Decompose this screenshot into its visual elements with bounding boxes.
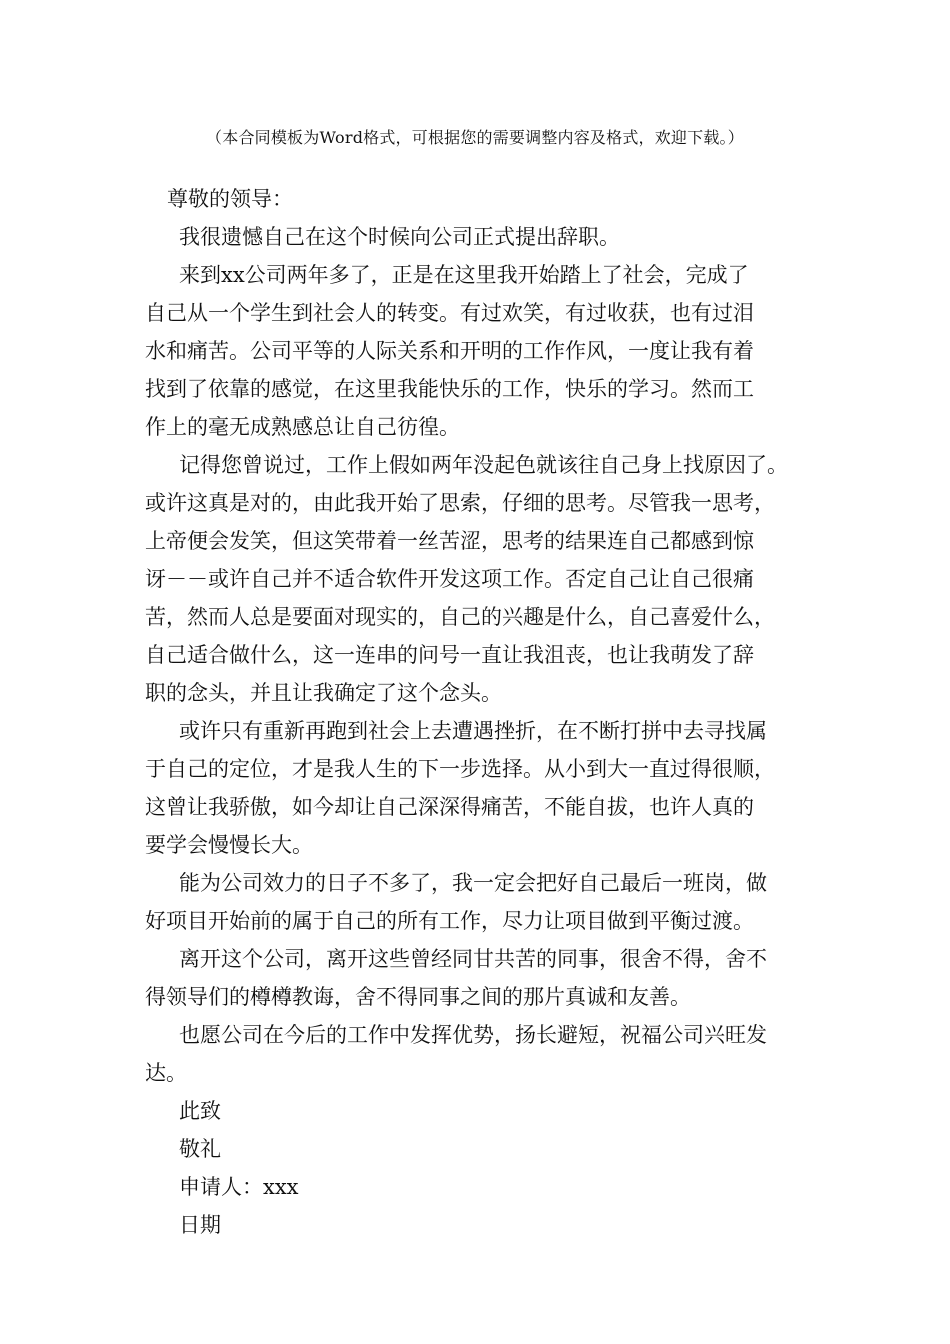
- applicant-line: 申请人：xxx: [179, 1175, 299, 1199]
- paragraph-line: 于自己的定位，才是我人生的下一步选择。从小到大一直过得很顺，: [145, 757, 775, 781]
- paragraph-line: 职的念头，并且让我确定了这个念头。: [145, 681, 502, 705]
- paragraph-line: 得领导们的樽樽教诲，舍不得同事之间的那片真诚和友善。: [145, 985, 691, 1009]
- paragraph-line: 好项目开始前的属于自己的所有工作，尽力让项目做到平衡过渡。: [145, 909, 754, 933]
- paragraph-line: 达。: [145, 1061, 187, 1085]
- paragraph-line: 记得您曾说过，工作上假如两年没起色就该往自己身上找原因了。: [179, 453, 788, 477]
- paragraph-line: 要学会慢慢长大。: [145, 833, 313, 857]
- paragraph-line: 作上的毫无成熟感总让自己彷徨。: [145, 415, 460, 439]
- letter-body: [145, 180, 815, 1244]
- paragraph-line: 自己从一个学生到社会人的转变。有过欢笑，有过收获，也有过泪: [145, 301, 754, 325]
- date-line: 日期: [179, 1213, 221, 1237]
- paragraph-line: 也愿公司在今后的工作中发挥优势，扬长避短，祝福公司兴旺发: [179, 1023, 767, 1047]
- template-note: （本合同模板为Word格式，可根据您的需要调整内容及格式，欢迎下载。）: [206, 128, 744, 147]
- closing-line: 敬礼: [179, 1137, 221, 1161]
- salutation: 尊敬的领导：: [167, 187, 293, 211]
- paragraph-line: 能为公司效力的日子不多了，我一定会把好自己最后一班岗，做: [179, 871, 767, 895]
- paragraph-line: 来到xx公司两年多了，正是在这里我开始踏上了社会，完成了: [179, 263, 749, 287]
- paragraph-line: 苦，然而人总是要面对现实的，自己的兴趣是什么，自己喜爱什么，: [145, 605, 775, 629]
- paragraph-line: 或许只有重新再跑到社会上去遭遇挫折，在不断打拼中去寻找属: [179, 719, 767, 743]
- paragraph-line: 讶－－或许自己并不适合软件开发这项工作。否定自己让自己很痛: [145, 567, 754, 591]
- paragraph-line: 找到了依靠的感觉，在这里我能快乐的工作，快乐的学习。然而工: [145, 377, 754, 401]
- paragraph-line: 离开这个公司，离开这些曾经同甘共苦的同事，很舍不得，舍不: [179, 947, 767, 971]
- paragraph-line: 上帝便会发笑，但这笑带着一丝苦涩，思考的结果连自己都感到惊: [145, 529, 754, 553]
- paragraph-line: 自己适合做什么，这一连串的问号一直让我沮丧，也让我萌发了辞: [145, 643, 754, 667]
- paragraph-line: 这曾让我骄傲，如今却让自己深深得痛苦，不能自拔，也许人真的: [145, 795, 754, 819]
- paragraph-line: 我很遗憾自己在这个时候向公司正式提出辞职。: [179, 225, 620, 249]
- closing-line: 此致: [179, 1099, 221, 1123]
- paragraph-line: 或许这真是对的，由此我开始了思索，仔细的思考。尽管我一思考，: [145, 491, 775, 515]
- paragraph-line: 水和痛苦。公司平等的人际关系和开明的工作作风，一度让我有着: [145, 339, 754, 363]
